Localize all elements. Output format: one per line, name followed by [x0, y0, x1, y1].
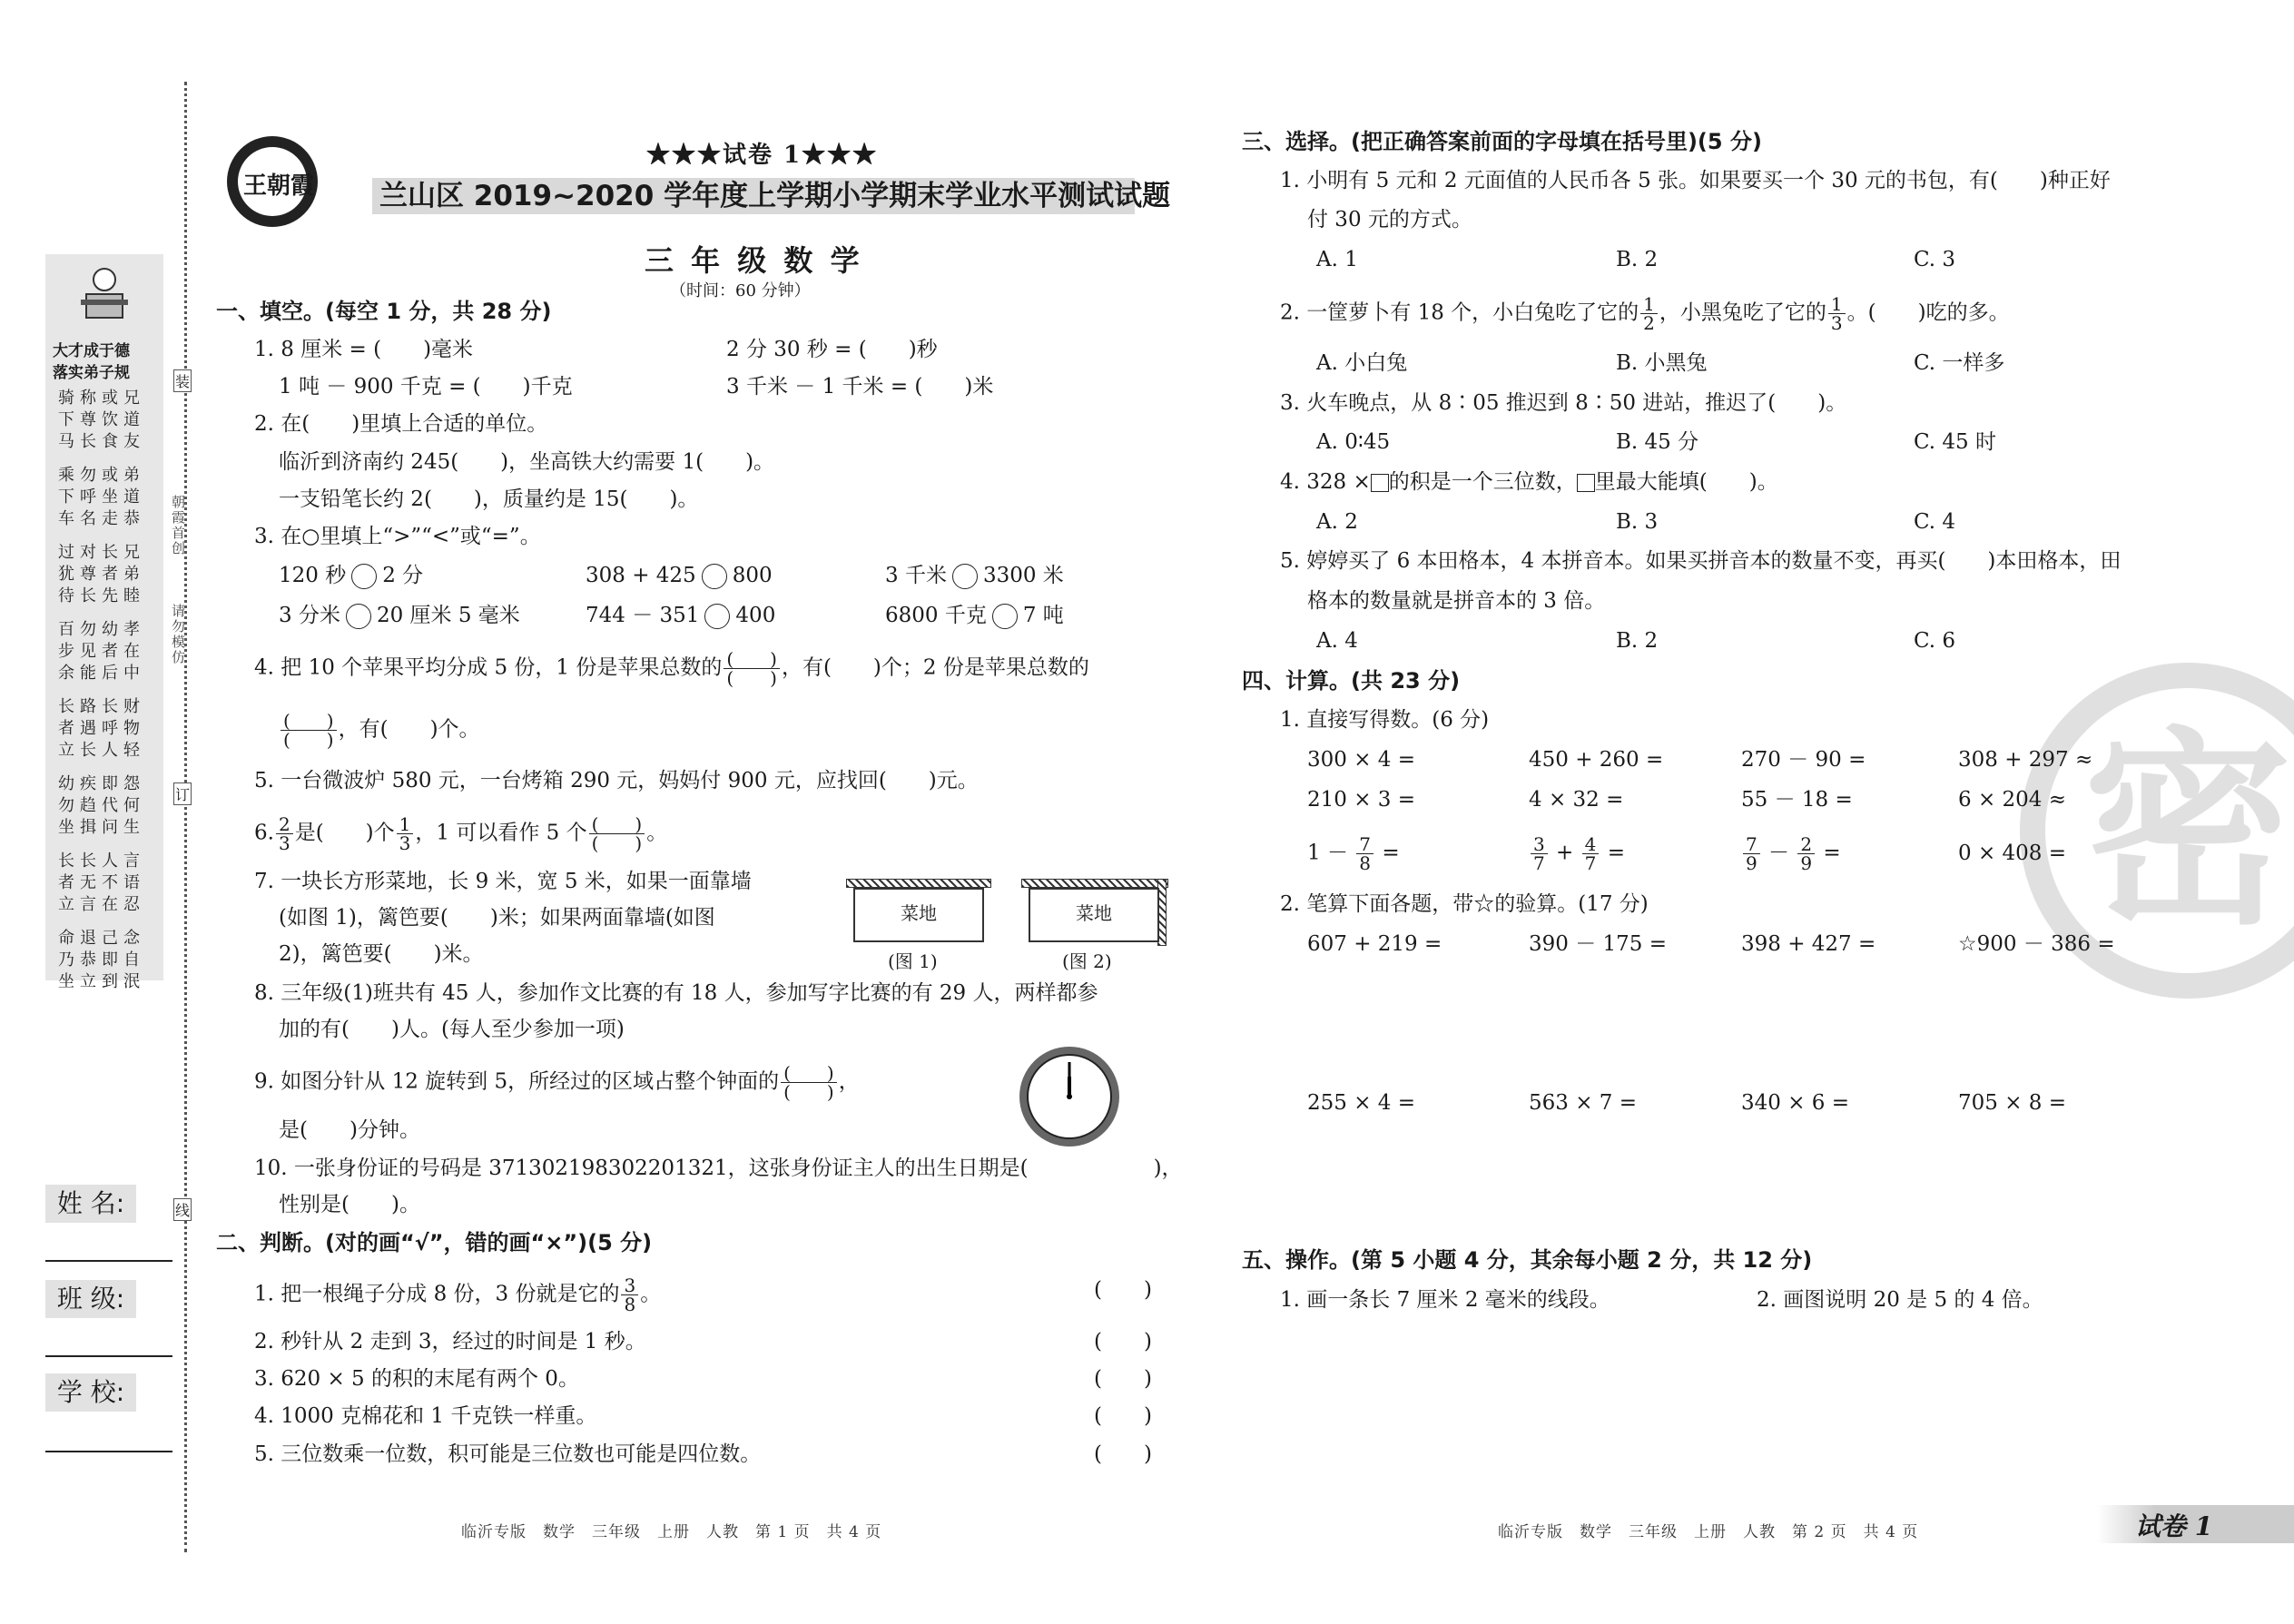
s5-q1: 1. 画一条长 7 厘米 2 毫米的线段。	[1280, 1288, 1610, 1312]
name-label: 姓 名:	[45, 1185, 136, 1223]
fig2-garden: 菜地	[1029, 888, 1159, 942]
s3-q4: 4. 328 × 的积是一个三位数， 里最大能填( )。	[1280, 470, 1778, 494]
s1-q6: 6. $\frac{2}{3}$ 是( )个 $\frac{1}{3}$ ，1 可以看作 5 个 $\frac{( )}{( )}$ 。	[254, 813, 668, 854]
s1-q7c: 2)，篱笆要( )米。	[279, 942, 484, 966]
s1-q7b: (如图 1)，篱笆要( )米；如果两面靠墙(如图	[279, 906, 715, 930]
s3-q1B: B. 2	[1616, 248, 1659, 271]
s3-q1a: 1. 小明有 5 元和 2 元面值的人民币各 5 张。如果要买一个 30 元的书包，有( )种正好	[1280, 169, 2111, 192]
calc-item: 55 － 18 =	[1741, 788, 1853, 812]
poem-column: 待长先睦	[58, 586, 145, 605]
s1-q3: 3. 在○里填上“>”“<”或“=”。	[254, 525, 541, 548]
class-field[interactable]	[45, 1355, 172, 1357]
blank-fraction[interactable]: $\frac{( )}{( )}$	[781, 1064, 837, 1101]
fig2-caption: (图 2)	[1062, 950, 1112, 972]
s1-q1c: 1 吨 － 900 千克 = ( )千克	[279, 375, 573, 399]
answer-paren[interactable]: ( )	[1094, 1442, 1152, 1466]
poem-column: 立长人轻	[58, 741, 145, 760]
s1-q3f: 6800 千克 7 吨	[885, 604, 1064, 627]
poem-column: 下呼坐道	[58, 487, 145, 507]
s3-title: 三、选择。(把正确答案前面的字母填在括号里)(5 分)	[1242, 129, 1762, 154]
poem-column: 余能后中	[58, 664, 145, 683]
binding-line	[184, 82, 187, 1552]
s1-q9: 9. 如图分针从 12 旋转到 5，所经过的区域占整个钟面的 $\frac{( )}{( )}$ ，	[254, 1062, 860, 1103]
compare-circle[interactable]	[351, 564, 377, 589]
s2-q2: 2. 秒针从 2 走到 3，经过的时间是 1 秒。	[254, 1330, 646, 1353]
s3-q4C: C. 4	[1914, 510, 1956, 534]
binding-stamp-3: 线	[173, 1198, 192, 1221]
poem-column: 步见者在	[58, 642, 145, 661]
compare-circle[interactable]	[952, 564, 978, 589]
s1-q1d: 3 千米 － 1 千米 = ( )米	[726, 375, 994, 399]
s3-q5b: 格本的数量就是拼音本的 3 倍。	[1307, 589, 1606, 613]
binding-stamp-2: 订	[173, 782, 192, 805]
s5-q2: 2. 画图说明 20 是 5 的 4 倍。	[1757, 1288, 2043, 1312]
exam-time: （时间：60 分钟）	[670, 281, 811, 300]
class-label: 班 级:	[45, 1280, 136, 1318]
s1-q2b: 一支铅笔长约 2( )，质量约是 15( )。	[279, 487, 699, 511]
s5-title: 五、操作。(第 5 小题 4 分，其余每小题 2 分，共 12 分)	[1242, 1247, 1813, 1273]
s3-q2A: A. 小白兔	[1316, 351, 1408, 375]
calc-item: 4 × 32 =	[1529, 788, 1624, 812]
poem-column: 马长食友	[58, 432, 145, 451]
s3-q5C: C. 6	[1914, 629, 1956, 653]
s1-q3e: 744 － 351 400	[586, 604, 776, 627]
poem-column: 车名走恭	[58, 509, 145, 528]
s3-q3: 3. 火车晚点，从 8∶05 推迟到 8∶50 进站，推迟了( )。	[1280, 391, 1847, 415]
motto-1: 大才成于德	[53, 342, 130, 360]
poem-column: 者遇呼物	[58, 719, 145, 738]
scholar-icon	[77, 263, 132, 327]
calc-item: 270 － 90 =	[1741, 748, 1866, 772]
poem-column: 立言在忍	[58, 895, 145, 914]
sidebar-panel	[45, 254, 163, 991]
sidebar-vtext-2: 请勿模仿	[170, 604, 186, 665]
s3-q4B: B. 3	[1616, 510, 1659, 534]
calc-item: 398 + 427 =	[1741, 932, 1876, 956]
s3-q1A: A. 1	[1316, 248, 1358, 271]
s1-q5: 5. 一台微波炉 580 元，一台烤箱 290 元，妈妈付 900 元，应找回( )元。	[254, 769, 979, 792]
s1-title: 一、填空。(每空 1 分，共 28 分)	[216, 299, 552, 324]
paper-number: ★★★试卷 1★★★	[646, 142, 879, 169]
calc-item: 450 + 260 =	[1529, 748, 1664, 772]
exam-title: 兰山区 2019~2020 学年度上学期小学期末学业水平测试试题	[379, 180, 1171, 212]
poem-column: 乃恭即自	[58, 950, 145, 969]
s1-q4-line2: $\frac{( )}{( )}$ ，有( )个。	[279, 712, 480, 749]
compare-circle[interactable]	[992, 604, 1018, 629]
calc-item: 300 × 4 =	[1307, 748, 1416, 772]
s1-q7a: 7. 一块长方形菜地，长 9 米，宽 5 米，如果一面靠墙	[254, 870, 752, 893]
s3-q5A: A. 4	[1316, 629, 1358, 653]
footer-right: 临沂专版 数学 三年级 上册 人教 第 2 页 共 4 页	[1498, 1523, 1919, 1541]
s1-q3b: 308 + 425 800	[586, 564, 773, 587]
calc-item: 607 + 219 =	[1307, 932, 1442, 956]
subject-title: 三 年 级 数 学	[645, 243, 863, 278]
s3-q2C: C. 一样多	[1914, 351, 2005, 375]
s1-q2: 2. 在( )里填上合适的单位。	[254, 412, 548, 436]
s1-q10a: 10. 一张身份证的号码是 371302198302201321，这张身份证主人的出生日期是( )，	[254, 1156, 1183, 1180]
square-blank	[1577, 474, 1595, 492]
poem-column: 百勿幼孝	[58, 620, 145, 639]
s3-q1b: 付 30 元的方式。	[1307, 208, 1472, 231]
s1-q3d: 3 分米 20 厘米 5 毫米	[279, 604, 520, 627]
binding-stamp-1: 装	[173, 369, 192, 392]
name-field[interactable]	[45, 1260, 172, 1262]
s1-q9c: 是( )分钟。	[279, 1118, 420, 1142]
blank-fraction[interactable]: $\frac{( )}{( )}$	[724, 650, 780, 687]
calc-item: 0 × 408 =	[1958, 842, 2067, 865]
s4-title: 四、计算。(共 23 分)	[1242, 668, 1461, 694]
fig1-wall	[846, 879, 991, 888]
compare-circle[interactable]	[346, 604, 371, 629]
calc-item: 390 － 175 =	[1529, 932, 1668, 956]
calc-item: 705 × 8 =	[1958, 1091, 2067, 1115]
poem-column: 坐揖问生	[58, 818, 145, 837]
s3-q5a: 5. 婷婷买了 6 本田格本，4 本拼音本。如果买拼音本的数量不变，再买( )本田格本，田	[1280, 549, 2122, 573]
poem-column: 骑称或兄	[58, 389, 145, 408]
s1-q1b: 2 分 30 秒 = ( )秒	[726, 338, 938, 361]
logo-text: 王朝霞	[243, 172, 315, 200]
watermark-text: 密	[2083, 708, 2293, 953]
s1-q2a: 临沂到济南约 245( )，坐高铁大约需要 1( )。	[279, 450, 775, 474]
s3-q3C: C. 45 时	[1914, 430, 1996, 454]
footer-tag: 试卷 1	[2135, 1511, 2213, 1541]
poem-column: 下尊饮道	[58, 410, 145, 429]
school-label: 学 校:	[45, 1373, 136, 1412]
poem-column: 乘勿或弟	[58, 466, 145, 485]
square-blank	[1371, 474, 1389, 492]
poem-column: 长长人言	[58, 851, 145, 871]
poem-column: 勿趋代何	[58, 796, 145, 815]
poem-column: 过对长兄	[58, 543, 145, 562]
s2-q5: 5. 三位数乘一位数，积可能是三位数也可能是四位数。	[254, 1442, 762, 1466]
sidebar-vtext-1: 朝霞首创	[170, 495, 186, 556]
answer-paren[interactable]: ( )	[1094, 1330, 1152, 1353]
s3-q2: 2. 一筐萝卜有 18 个，小白兔吃了它的 $\frac{1}{2}$ ，小黑兔吃了它的 $\frac{1}{3}$ 。( )吃的多。	[1280, 293, 2010, 334]
answer-paren[interactable]: ( )	[1094, 1278, 1152, 1302]
footer-left: 临沂专版 数学 三年级 上册 人教 第 1 页 共 4 页	[461, 1523, 882, 1541]
s2-title: 二、判断。(对的画“√”，错的画“×”)(5 分)	[216, 1230, 653, 1255]
compare-circle[interactable]	[702, 564, 727, 589]
poem-column: 长路长财	[58, 697, 145, 716]
calc-item: 6 × 204 ≈	[1958, 788, 2067, 812]
s2-q1: 1. 把一根绳子分成 8 份，3 份就是它的 $\frac{3}{8}$ 。	[254, 1275, 662, 1315]
s1-q4-line1: 4. 把 10 个苹果平均分成 5 份，1 份是苹果总数的 $\frac{( )}{( )}$ ，有( )个；2 份是苹果总数的	[254, 648, 1089, 689]
answer-paren[interactable]: ( )	[1094, 1367, 1152, 1391]
calc-item: 563 × 7 =	[1529, 1091, 1638, 1115]
s1-q1a: 1. 8 厘米 = ( )毫米	[254, 338, 474, 361]
s3-q1C: C. 3	[1914, 248, 1956, 271]
s3-q3B: B. 45 分	[1616, 430, 1699, 454]
fig2-wall-top	[1021, 879, 1168, 888]
s3-q3A: A. 0∶45	[1316, 430, 1391, 454]
calc-item: 210 × 3 =	[1307, 788, 1416, 812]
calc-item: 1 － $\frac{7}{8}$ =	[1307, 833, 1400, 874]
s1-q3c: 3 千米 3300 米	[885, 564, 1064, 587]
calc-item: $\frac{3}{7}$ + $\frac{4}{7}$ =	[1529, 835, 1625, 872]
calc-item: ☆900 － 386 =	[1958, 932, 2115, 956]
calc-item: $\frac{7}{9}$ － $\frac{2}{9}$ =	[1741, 835, 1841, 872]
s1-q10b: 性别是( )。	[279, 1193, 420, 1216]
s2-q4: 4. 1000 克棉花和 1 千克铁一样重。	[254, 1404, 597, 1428]
blank-fraction[interactable]: $\frac{( )}{( )}$	[589, 815, 645, 852]
s3-q2B: B. 小黑兔	[1616, 351, 1708, 375]
motto-2: 落实弟子规	[53, 364, 130, 382]
compare-circle[interactable]	[704, 604, 730, 629]
poem-column: 坐立到泯	[58, 972, 145, 991]
blank-fraction[interactable]: $\frac{( )}{( )}$	[281, 712, 337, 749]
fig1-garden: 菜地	[853, 888, 984, 942]
s3-q4A: A. 2	[1316, 510, 1358, 534]
poem-column: 命退己念	[58, 929, 145, 948]
calc-item: 308 + 297 ≈	[1958, 748, 2093, 772]
answer-paren[interactable]: ( )	[1094, 1404, 1152, 1428]
s1-q3a: 120 秒 2 分	[279, 564, 424, 587]
s3-q5B: B. 2	[1616, 629, 1659, 653]
s1-q8b: 加的有( )人。(每人至少参加一项)	[279, 1018, 625, 1041]
poem-column: 幼疾即怨	[58, 774, 145, 793]
s2-q3: 3. 620 × 5 的积的末尾有两个 0。	[254, 1367, 579, 1391]
poem-column: 者无不语	[58, 873, 145, 892]
fig1-caption: (图 1)	[888, 950, 938, 972]
s4-q2: 2. 笔算下面各题，带☆的验算。(17 分)	[1280, 892, 1649, 916]
school-field[interactable]	[45, 1451, 172, 1452]
calc-item: 255 × 4 =	[1307, 1091, 1416, 1115]
s1-q8a: 8. 三年级(1)班共有 45 人，参加作文比赛的有 18 人，参加写字比赛的有 29 人，两样都参	[254, 981, 1098, 1005]
calc-item: 340 × 6 =	[1741, 1091, 1850, 1115]
clock-icon	[1017, 1044, 1122, 1149]
poem-column: 犹尊者弟	[58, 565, 145, 584]
s4-q1: 1. 直接写得数。(6 分)	[1280, 708, 1490, 732]
